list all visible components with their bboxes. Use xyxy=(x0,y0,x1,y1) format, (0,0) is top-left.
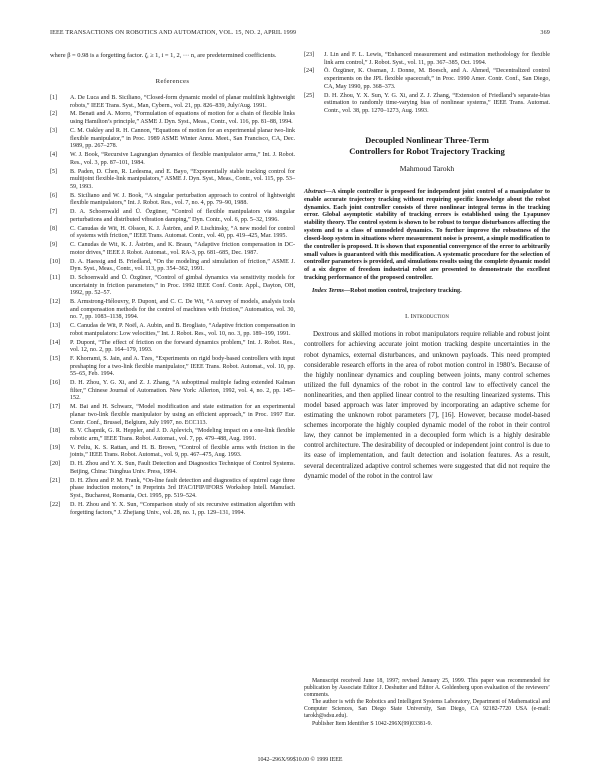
reference-text: D. H. Zhou, Y. X. Sun, Y. G. Xi, and Z. J. Zhang, “Extension of Friedland’s separate-bias estimation to randomly time-varying bias of nonlinear systems,” IEEE Trans. Automat. Contr., vol. 38, pp. 1270–1273, Aug. 1993. xyxy=(324,92,550,114)
reference-number: [7] xyxy=(50,209,58,216)
reference-number: [21] xyxy=(50,477,61,484)
reference-number: [25] xyxy=(304,92,315,99)
page-number: 369 xyxy=(540,30,550,36)
reference-number: [18] xyxy=(50,428,61,435)
reference-text: B. Armstrong-Hélouvry, P. Dupont, and C. C. De Wit, “A survey of models, analysis tools and compensation methods for the control of machines with friction,” Automatica, vol. 30, no. 7, pp. 1083–1138, 1994. xyxy=(70,299,295,321)
reference-text: V. Feliu, K. S. Rattan, and H. B. Brown, “Control of flexible arms with friction in the joints,” IEEE Trans. Robot. Automat., vol. 9, pp. 467–475, Aug. 1993. xyxy=(70,444,295,459)
reference-number: [10] xyxy=(50,258,61,265)
reference-item xyxy=(304,68,550,91)
reference-number: [9] xyxy=(50,242,58,249)
reference-item xyxy=(304,93,550,116)
reference-number: [15] xyxy=(50,356,61,363)
paper-author: Mahmoud Tarokh xyxy=(399,164,455,174)
reference-text: C. Canudas de Wit, P. Noël, A. Aubin, and B. Brogliato, “Adaptive friction compensation in robot manipulators: Low velocities,” Int. J. Robot. Res., vol. 10, no. 3, pp. 189–199, 1991. xyxy=(70,323,295,337)
manuscript-footnote xyxy=(304,678,550,728)
journal-header: IEEE TRANSACTIONS ON ROBOTICS AND AUTOMATION, VOL. 15, NO. 2, APRIL 1999 xyxy=(50,30,297,36)
references-list-left xyxy=(50,95,295,517)
reference-text: C. Canudas de Wit, K. J. Åström, and K. Braun, “Adaptive friction compensation in DC-motor drives,” IEEE J. Robot. Automat., vol. RA-3, pp. 681–685, Dec. 1987. xyxy=(70,242,295,256)
index-terms-label: Index Terms— xyxy=(312,286,351,294)
reference-text: B. V. Chapnik, G. R. Heppler, and J. D. Aplevich, “Modeling impact on a one-link flexible robotic arm,” IEEE Trans. Robot. Automat., vol. 7, pp. 479–488, Aug. 1991. xyxy=(70,428,295,442)
reference-number: [1] xyxy=(50,95,58,101)
reference-text: M. Bai and H. Schwarz, “Model modification and state estimation for an experimental planar two-link flexible manipulator by using an efficient approach,” in Proc. 1997 Eur. Contr. Conf., Brussel, Belgium, July 1997, no. ECC113. xyxy=(70,404,295,426)
reference-number: [3] xyxy=(50,127,58,134)
reference-text: D. Schoenwald and Ü. Özgüner, “Control of gimbal dynamics via sensitivity models for uncertainty in friction parameters,” in Proc. 1992 IEEE Conf. Contr. Appl., Dayton, OH, 1992, pp. 52–57. xyxy=(70,275,295,297)
reference-text: D. A. Haessig and B. Friedland, “On the modeling and simulation of friction,” ASME J. Dyn. Syst., Meas., Contr., vol. 113, pp. 354–362, 1991. xyxy=(70,258,295,273)
reference-number: [4] xyxy=(50,152,58,159)
reference-item xyxy=(50,209,295,224)
copyright-footer: 1042–296X/99$10.00 © 1999 IEEE xyxy=(257,757,343,763)
reference-text: B. Siciliano and W. J. Book, “A singular perturbation approach to control of lightweight flexible manipulators,” Int. J. Robot. Res., vol. 7, no. 4, pp. 79–90, 1988. xyxy=(70,192,295,207)
reference-text: B. Paden, D. Chen, R. Ledesma, and E. Bayo, “Exponentially stable tracking control for multijoint flexible-link manipulators,” ASME J. Dyn. Syst., Meas., Contr., vol. 115, pp. 53–59, 1993. xyxy=(70,168,295,190)
abstract-label: Abstract— xyxy=(304,187,332,195)
reference-number: [2] xyxy=(50,111,58,118)
reference-item xyxy=(50,299,295,322)
reference-item xyxy=(50,356,295,379)
section-number: I. xyxy=(405,312,409,320)
reference-number: [16] xyxy=(50,380,61,387)
reference-item xyxy=(50,128,295,151)
footnote-identifier: Publisher Item Identifier S 1042-296X(99)03381-9. xyxy=(312,720,432,727)
reference-number: [23] xyxy=(304,52,315,58)
reference-item xyxy=(50,380,295,403)
reference-item xyxy=(50,404,295,427)
paper-title-line-2: Controllers for Robot Trajectory Tracking xyxy=(349,146,505,157)
reference-item xyxy=(50,242,295,257)
references-list-right xyxy=(304,52,550,115)
equation-continuation: where β = 0.98 is a forgetting factor. ζᵢ ≥ 1, i = 1, 2, ··· n, are predetermined coefficients. xyxy=(50,52,277,59)
reference-number: [19] xyxy=(50,444,61,451)
reference-text: P. Dupont, “The effect of friction on the forward dynamics problem,” Int. J. Robot. Res., vol. 12, no. 2, pp. 164–179, 1993. xyxy=(70,339,295,354)
reference-item xyxy=(50,340,295,355)
reference-number: [24] xyxy=(304,68,315,75)
footnote-received: Manuscript received June 18, 1997; revised January 25, 1999. This paper was recommended for publication by Associate Editor J. Deshutter and Editor A. Goldenberg upon evaluation of the reviewers’ comments. xyxy=(304,678,550,699)
reference-number: [5] xyxy=(50,168,58,175)
abstract-text: A simple controller is proposed for independent joint control of a manipulator to enable accurate trajectory tracking without requiring specific knowledge about the robot dynamics. Each joint controller consists of three nonlinear integral terms in the tracking error. Global asymptotic stability of tracking errors is established using the Lyapunov stability theory. The control system is shown to be robust to torque disturbances affecting the system and to a class of unmodeled dynamics. To further improve the robustness of the closed-loop system in situations where measurement noise is present, a simple modification to the controller is proposed. It is shown that exponential convergence of the error to arbitrarily small values is guaranteed with this modification. A systematic procedure for the selection of controller parameters is provided, and simulations results using the complete dynamic model of a six degree of freedom industrial robot are presented to demonstrate the excellent tracking performance of the proposed controller. xyxy=(304,187,550,282)
reference-item xyxy=(50,226,295,241)
reference-text: W. J. Book, “Recursive Lagrangian dynamics of flexible manipulator arms,” Int. J. Robot. Res., vol. 3, pp. 87–101, 1984. xyxy=(70,152,295,166)
reference-item xyxy=(50,193,295,208)
reference-text: Ö. Özgüner, K. Ossman, J. Donne, M. Boesch, and A. Ahmed, “Decentralized control experiments on the JPL flexible spacecraft,” in Proc. 1990 Amer. Contr. Conf., San Diego, CA, May 1990, pp. 368–373. xyxy=(324,68,550,90)
paper-title xyxy=(314,135,540,157)
reference-item xyxy=(50,95,295,110)
reference-text: C. M. Oakley and R. H. Cannon, “Equations of motion for an experimental planar two-link flexible manipulator,” in Proc. 1989 ASME Winter Annu. Meet., San Francisco, CA, Dec. 1989, pp. 267–278. xyxy=(70,127,295,150)
left-column xyxy=(50,52,295,518)
reference-item xyxy=(50,152,295,167)
index-terms xyxy=(304,287,550,295)
introduction-paragraph: Dextrous and skilled motions in robot manipulators require reliable and robust joint controllers for achieving accurate joint motion tracking despite uncertainties in the robot dynamics, external disturbances, and unknown payloads. This need prompted considerable research efforts in the area of robot motion control in 1980’s. Because of the highly nonlinear dynamics and coupling between joints, many control schemes utilized the full dynamics of the robot in the control law to effectively cancel the nonlinearities, and then applied linear control to the resulting linearized systems. This model based approach was later improved by incorporating an adaptive scheme for estimating the unknown robot parameters [7], [16]. However, because model-based schemes incorporate the highly coupled dynamic model of the robot in their control law, they cannot be implemented in a decoupled form which is a highly desirable control architecture. The desirability of decoupled or independent joint control is due to its ease of implementation, and fault detection and isolation features. As a result, several decentralized adaptive control schemes were suggested that did not require the dynamic model of the robot in the control law xyxy=(304,330,550,480)
reference-text: A. De Luca and B. Siciliano, “Closed-form dynamic model of planar multilink lightweight robots,” IEEE Trans. Syst., Man, Cybern., vol. 21, pp. 826–839, July/Aug. 1991. xyxy=(70,95,295,109)
reference-text: M. Benati and A. Morro, “Formulation of equations of motion for a chain of flexible links using Hamilton’s principle,” ASME J. Dyn. Syst., Meas., Contr., vol. 116, pp. 81–88, 1994. xyxy=(70,111,295,126)
reference-text: C. Canudas de Wit, H. Olsson, K. J. Åström, and P. Lischinsky, “A new model for control of systems with friction,” IEEE Trans. Automat. Contr., vol. 40, pp. 419–425, Mar. 1995. xyxy=(70,225,295,240)
reference-number: [13] xyxy=(50,323,61,330)
reference-number: [12] xyxy=(50,299,61,306)
reference-number: [14] xyxy=(50,339,61,346)
paper-title-line-1: Decoupled Nonlinear Three-Term xyxy=(365,135,489,146)
reference-text: D. H. Zhou and Y. X. Sun, Fault Detection and Diagnostics Technique of Control Systems. Beijing, China: Tsinghua Univ. Press, 1994. xyxy=(70,461,295,475)
reference-item xyxy=(50,478,295,501)
reference-item xyxy=(304,52,550,67)
reference-item xyxy=(50,502,295,517)
reference-number: [17] xyxy=(50,404,61,411)
reference-item xyxy=(50,323,295,338)
reference-text: D. H. Zhou, Y. G. Xi, and Z. J. Zhang, “A suboptimal multiple fading extended Kalman filter,” Chinese Journal of Automation. New York: Allerton, 1992, vol. 4, no. 2, pp. 145–152. xyxy=(70,380,295,402)
reference-text: D. H. Zhou and P. M. Frank, “On-line fault detection and diagnostics of squirrel cage three phase induction motors,” in Preprints 3rd IFAC/IFIP/IFORS Workshop Intell. Manufact. Syst., Bucharest, Romania, Oct. 1995, pp. 519–524. xyxy=(70,477,295,500)
running-head xyxy=(50,30,550,40)
reference-text: D. H. Zhou and Y. X. Sun, “Comparison study of six recursive estimation algorithm with forgetting factors,” J. Zhejiang Univ., vol. 28, no. 1, pp. 129–131, 1994. xyxy=(70,501,295,516)
right-column xyxy=(304,52,550,481)
reference-number: [20] xyxy=(50,461,61,468)
reference-text: F. Khorrami, S. Jain, and A. Tzes, “Experiments on rigid body-based controllers with input preshaping for a two-link flexible manipulator,” IEEE Trans. Robot. Automat., vol. 10, pp. 55–65, Feb. 1994. xyxy=(70,356,295,378)
reference-number: [11] xyxy=(50,275,60,282)
reference-number: [6] xyxy=(50,192,58,199)
section-heading xyxy=(304,313,550,322)
reference-item xyxy=(50,445,295,460)
index-terms-text: Robot motion control, trajectory tracking. xyxy=(350,286,462,294)
reference-number: [8] xyxy=(50,225,58,232)
abstract xyxy=(304,188,550,282)
reference-item xyxy=(50,111,295,126)
reference-item xyxy=(50,461,295,476)
section-title: Introduction xyxy=(410,312,449,320)
reference-item xyxy=(50,275,295,298)
reference-number: [22] xyxy=(50,501,61,508)
reference-item xyxy=(50,169,295,192)
reference-item xyxy=(50,259,295,274)
reference-text: J. Lin and F. L. Lewis, “Enhanced measurement and estimation methodology for flexible link arm control,” J. Robot. Syst., vol. 11, pp. 367–385, Oct. 1994. xyxy=(324,52,550,66)
footnote-affiliation: The author is with the Robotics and Intelligent Systems Laboratory, Department of Mathematical and Computer Sciences, San Diego State University, San Diego, CA 92182-7720 USA (e-mail: tarokh@sdsu.edu). xyxy=(304,699,550,720)
reference-text: D. A. Schoenwald and Ü. Özgüner, “Control of flexible manipulators via singular perturbations and distributed vibration damping,” Dyn. Contr., vol. 6, pp. 5–32, 1996. xyxy=(70,209,295,223)
reference-item xyxy=(50,428,295,443)
references-heading: References xyxy=(155,77,190,85)
